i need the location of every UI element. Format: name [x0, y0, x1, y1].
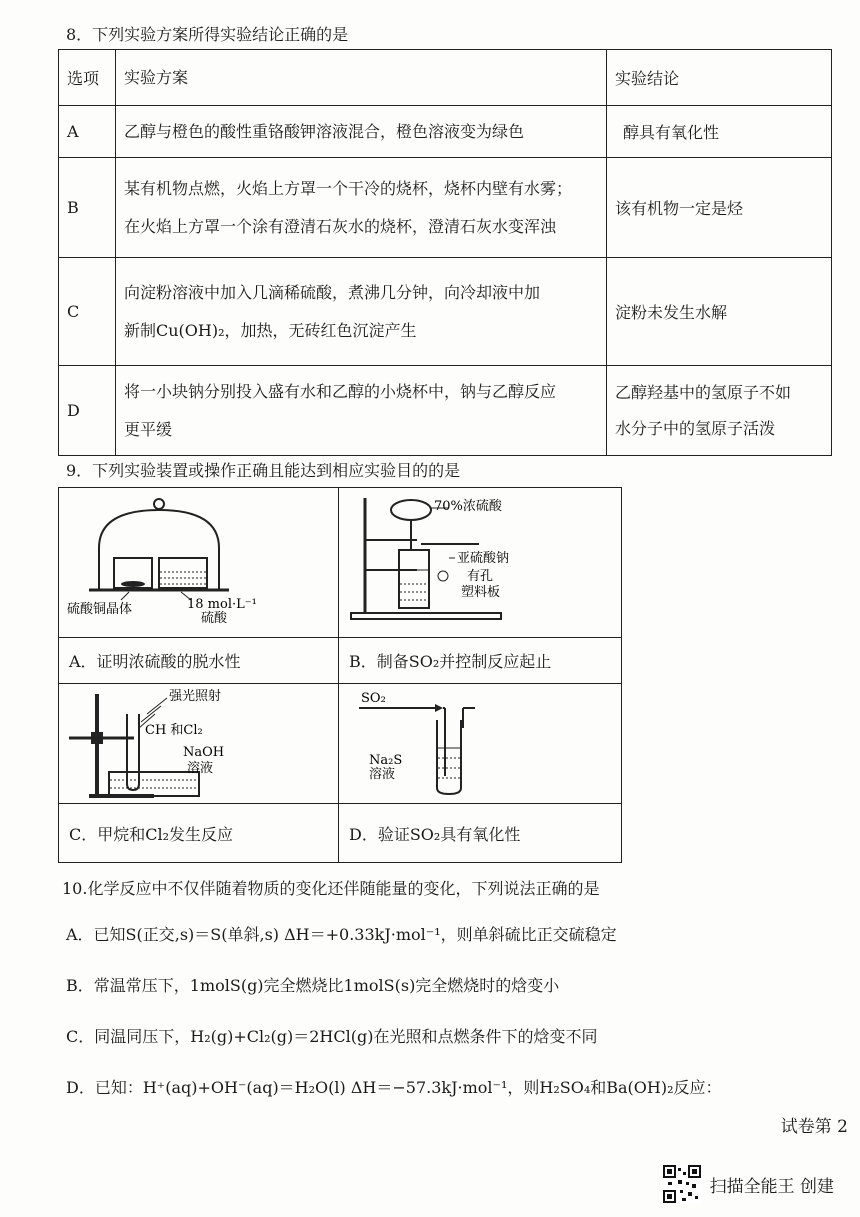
label-strong-light: 强光照射 — [169, 689, 222, 704]
caption-a: A．证明浓硫酸的脱水性 — [59, 638, 339, 684]
row-conclusion: 醇具有氧化性 — [607, 106, 832, 158]
apparatus-d — [339, 684, 621, 804]
apparatus-c — [59, 684, 339, 804]
methane-chlorination-diagram — [59, 684, 339, 804]
table-header-row — [59, 50, 832, 106]
sulfur-dioxide-generator-diagram — [339, 488, 621, 638]
row-option: D — [59, 366, 116, 456]
header-scheme: 实验方案 — [116, 50, 607, 106]
q9-figure-grid — [58, 487, 622, 863]
q10-title: 10.化学反应中不仅伴随着物质的变化还伴随能量的变化，下列说法正确的是 — [62, 879, 600, 898]
q8-title: 8．下列实验方案所得实验结论正确的是 — [66, 25, 349, 44]
sulfur-dioxide-oxidizing-diagram — [339, 684, 621, 804]
table-row — [59, 106, 832, 158]
qr-code-icon — [662, 1164, 702, 1204]
row-scheme: 将一小块钠分别投入盛有水和乙醇的小烧杯中，钠与乙醇反应 更平缓 — [116, 366, 607, 456]
q10-option-a: A．已知S(正交,s)＝S(单斜,s) ΔH＝+0.33kJ·mol⁻¹，则单斜硫比正交硫稳定 — [66, 925, 617, 944]
page-number: 试卷第 2 — [780, 1117, 848, 1137]
row-option: C — [59, 258, 116, 366]
q9-title: 9．下列实验装置或操作正确且能达到相应实验目的的是 — [66, 461, 461, 480]
apparatus-b — [339, 488, 621, 638]
table-row — [59, 158, 832, 258]
label-naoh: NaOH — [183, 745, 225, 760]
label-copper-sulfate: 硫酸铜晶体 — [67, 602, 133, 617]
row-conclusion: 该有机物一定是烃 — [607, 158, 832, 258]
caption-c: C．甲烷和Cl₂发生反应 — [59, 804, 339, 862]
label-sodium-sulfite: 亚硫酸钠 — [457, 551, 510, 566]
label-perforated: 有孔 — [467, 569, 494, 584]
row-scheme: 乙醇与橙色的酸性重铬酸钾溶液混合，橙色溶液变为绿色 — [116, 106, 607, 158]
label-acid: 硫酸 — [201, 611, 228, 626]
label-concentration: 18 mol·L⁻¹ — [187, 597, 257, 612]
q10-option-b: B．常温常压下，1molS(g)完全燃烧比1molS(s)完全燃烧时的焓变小 — [66, 976, 560, 995]
scanner-app-label: 扫描全能王 创建 — [709, 1176, 834, 1197]
apparatus-a — [59, 488, 339, 638]
table-row — [59, 258, 832, 366]
q10-option-d: D．已知：H⁺(aq)+OH⁻(aq)＝H₂O(l) ΔH＝−57.3kJ·mol⁻¹，则H₂SO₄和Ba(OH)₂反应： — [66, 1078, 722, 1097]
row-scheme: 某有机物点燃，火焰上方罩一个干冷的烧杯，烧杯内壁有水雾； 在火焰上方罩一个涂有澄清石灰水的烧杯，澄清石灰水变浑浊 — [116, 158, 607, 258]
label-so2: SO₂ — [361, 691, 386, 706]
bell-jar-diagram — [59, 488, 339, 638]
caption-b: B．制备SO₂并控制反应起止 — [339, 638, 621, 684]
row-option: B — [59, 158, 116, 258]
caption-d: D．验证SO₂具有氧化性 — [349, 824, 521, 844]
scanner-watermark — [662, 1164, 834, 1204]
row-conclusion: 淀粉未发生水解 — [607, 258, 832, 366]
table-row — [59, 366, 832, 456]
label-solution: 溶液 — [187, 761, 214, 776]
label-methane-chlorine: CH 和Cl₂ — [145, 723, 203, 738]
q10-option-c: C．同温同压下，H₂(g)+Cl₂(g)＝2HCl(g)在光照和点燃条件下的焓变不同 — [66, 1027, 598, 1046]
row-option: A — [59, 106, 116, 158]
label-na2s: Na₂S — [369, 753, 403, 768]
label-concentrated-acid: 70%浓硫酸 — [434, 499, 502, 514]
label-plastic-plate: 塑料板 — [461, 585, 501, 600]
row-scheme: 向淀粉溶液中加入几滴稀硫酸，煮沸几分钟，向冷却液中加 新制Cu(OH)₂，加热，无砖红色沉淀产生 — [116, 258, 607, 366]
header-conclusion: 实验结论 — [607, 50, 832, 106]
q8-table — [58, 49, 832, 456]
row-conclusion: 乙醇羟基中的氢原子不如 水分子中的氢原子活泼 — [607, 366, 832, 456]
header-option: 选项 — [59, 50, 116, 106]
label-solution-d: 溶液 — [369, 767, 396, 782]
